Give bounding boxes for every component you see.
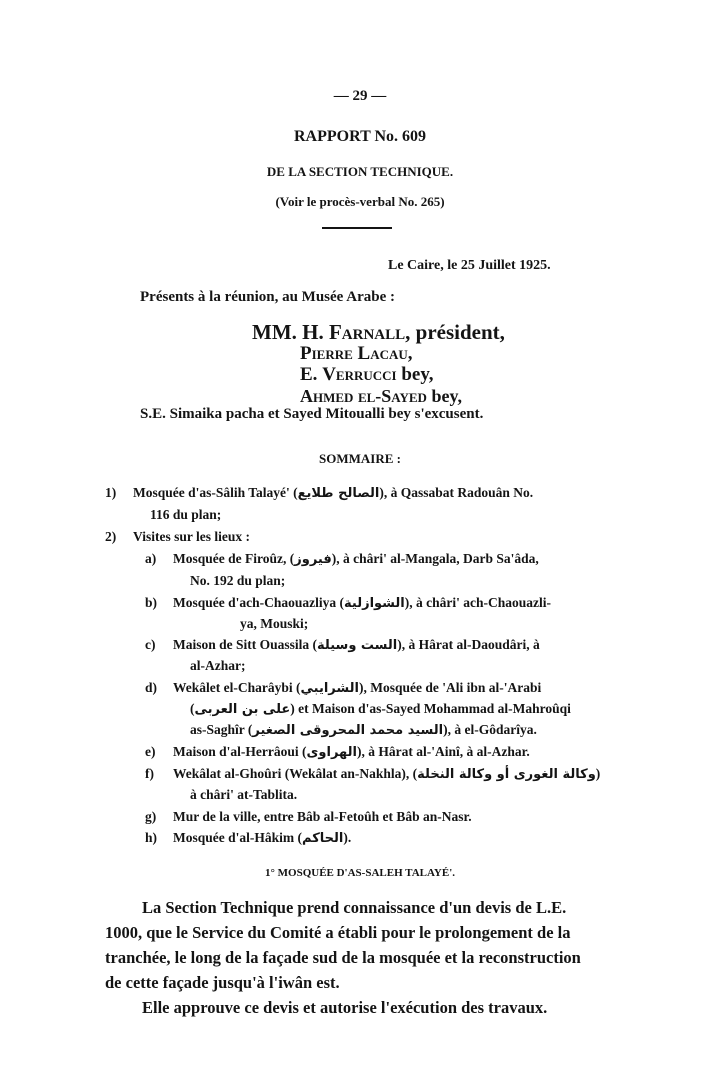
- attendee-ahmed: [300, 386, 462, 407]
- attendee-farnall: [252, 320, 505, 345]
- visit-f-label: f): [145, 766, 154, 781]
- visit-c: [173, 637, 540, 653]
- visit-e-arabic: الهراوى: [306, 745, 357, 760]
- paragraph-2: Elle approuve ce devis et autorise l'exécution des travaux.: [142, 998, 548, 1017]
- title-divider: [322, 227, 392, 229]
- attendee-ahmed-title: bey,: [431, 386, 462, 406]
- visit-b-label: b): [145, 595, 158, 610]
- proces-verbal-reference: (Voir le procès-verbal No. 265): [275, 194, 445, 209]
- summary-item-1-paren: (: [293, 485, 298, 500]
- sommaire-heading: SOMMAIRE :: [319, 451, 401, 466]
- attendee-verrucci: [300, 364, 434, 386]
- visit-g: Mur de la ville, entre Bâb al-Fetoûh et Bâb an-Nasr.: [173, 809, 472, 824]
- visit-d-location: ), à el-Gôdarîya.: [443, 722, 537, 737]
- attendee-ahmed-name: Ahmed el-Sayed: [300, 386, 427, 406]
- paragraph-1-line-2: 1000, que le Service du Comité a établi pour le prolongement de la: [105, 923, 571, 942]
- report-subtitle: DE LA SECTION TECHNIQUE.: [266, 164, 454, 179]
- summary-item-1-text: Mosquée d'as-Sâlih Talayé': [133, 485, 290, 500]
- visit-b: [173, 595, 551, 611]
- visit-d-arabic-3: السيد محمد المحروقى الصغير: [252, 723, 444, 738]
- summary-item-1-cont: 116 du plan;: [150, 507, 222, 522]
- visit-b-arabic: الشوازلية: [344, 596, 405, 611]
- visit-d-label: d): [145, 680, 158, 695]
- visit-a-text: Mosquée de Firoûz, (: [173, 551, 295, 566]
- attendee-mm-prefix: MM. H.: [252, 320, 324, 344]
- visit-c-text: Maison de Sitt Ouassila (: [173, 637, 318, 652]
- visit-d: [173, 680, 541, 696]
- excused-line: S.E. Simaika pacha et Sayed Mitoualli bey s'excusent.: [140, 406, 484, 422]
- summary-item-2: Visites sur les lieux :: [133, 529, 250, 544]
- visit-b-location: ), à châri' ach-Chaouazli-: [404, 595, 551, 610]
- attendee-verrucci-title: bey,: [401, 364, 434, 385]
- visit-a-label: a): [145, 551, 157, 566]
- summary-item-1-arabic: الصالح طلايع: [297, 486, 380, 501]
- visit-d-maison: ) et Maison d'as-Sayed Mohammad al-Mahroûqi: [290, 701, 571, 716]
- summary-item-2-number: 2): [105, 529, 117, 544]
- attendee-farnall-name: Farnall,: [328, 320, 411, 344]
- visit-c-label: c): [145, 637, 156, 652]
- visit-c-cont: al-Azhar;: [190, 658, 246, 673]
- visit-b-cont: ya, Mouski;: [240, 616, 309, 631]
- visit-c-location: ), à Hârat al-Daoudâri, à: [397, 637, 540, 652]
- visit-b-text: Mosquée d'ach-Chaouazliya (: [173, 595, 345, 610]
- visit-e-label: e): [145, 744, 156, 759]
- visit-a-location: ), à châri' al-Mangala, Darb Sa'âda,: [331, 551, 539, 566]
- attendee-lacau: Pierre Lacau,: [300, 343, 413, 364]
- attendee-farnall-role: président,: [415, 320, 505, 344]
- presents-intro: Présents à la réunion, au Musée Arabe :: [140, 289, 395, 305]
- visit-f-arabic: وكالة الغورى أو وكالة النخلة: [417, 767, 596, 782]
- visit-a-arabic: فيروز: [294, 552, 332, 567]
- visit-a-cont: No. 192 du plan;: [190, 573, 286, 588]
- paragraph-1-line-3: tranchée, le long de la façade sud de la mosquée et la reconstruction: [105, 948, 581, 967]
- paragraph-1-line-4: de cette façade jusqu'à l'iwân est.: [105, 973, 340, 992]
- visit-d-arabic: الشرايبي: [300, 681, 359, 696]
- visit-e: [173, 744, 530, 760]
- visit-h-arabic: الحاكم: [302, 831, 344, 846]
- visit-f-cont: à châri' at-Tablita.: [190, 787, 298, 802]
- report-title: RAPPORT No. 609: [293, 128, 427, 145]
- visit-d-line-2: [190, 701, 571, 717]
- attendee-verrucci-name: Verrucci: [322, 364, 397, 385]
- visit-e-location: ), à Hârat al-'Ainî, à al-Azhar.: [356, 744, 530, 759]
- visit-c-arabic: الست وسيلة: [317, 638, 398, 653]
- summary-item-1-number: 1): [105, 485, 117, 500]
- visit-f-text: Wekâlat al-Ghoûri (Wekâlat an-Nakhla), (: [173, 766, 418, 781]
- visit-d-paren: (: [190, 701, 195, 716]
- section-heading: 1° MOSQUÉE D'AS-SALEH TALAYÉ'.: [264, 867, 456, 879]
- summary-item-1: [133, 485, 533, 501]
- visit-a: [173, 551, 539, 567]
- visit-g-label: g): [145, 809, 157, 824]
- visit-d-text: Wekâlet el-Charâybi (: [173, 680, 301, 695]
- visit-d-arabic-2: على بن العربى: [194, 702, 291, 717]
- paragraph-1-line-1: La Section Technique prend connaissance d'un devis de L.E.: [142, 898, 567, 917]
- visit-f: [173, 766, 600, 782]
- visit-h: [173, 830, 351, 846]
- date-line: Le Caire, le 25 Juillet 1925.: [388, 258, 551, 273]
- visit-h-close: ).: [343, 830, 352, 845]
- visit-d-saghir: as-Saghîr (: [190, 722, 253, 737]
- visit-d-line-3: [190, 722, 537, 738]
- summary-item-1-location: ), à Qassabat Radouân No.: [379, 485, 534, 500]
- attendee-verrucci-initial: E.: [300, 364, 318, 385]
- visit-h-text: Mosquée d'al-Hâkim (: [173, 830, 303, 845]
- visit-d-mosque: ), Mosquée de 'Ali ibn al-'Arabi: [358, 680, 542, 695]
- visit-f-close: ): [595, 766, 601, 781]
- visit-h-label: h): [145, 830, 158, 845]
- visit-e-text: Maison d'al-Herrâoui (: [173, 744, 307, 759]
- page-number: — 29 —: [333, 88, 387, 104]
